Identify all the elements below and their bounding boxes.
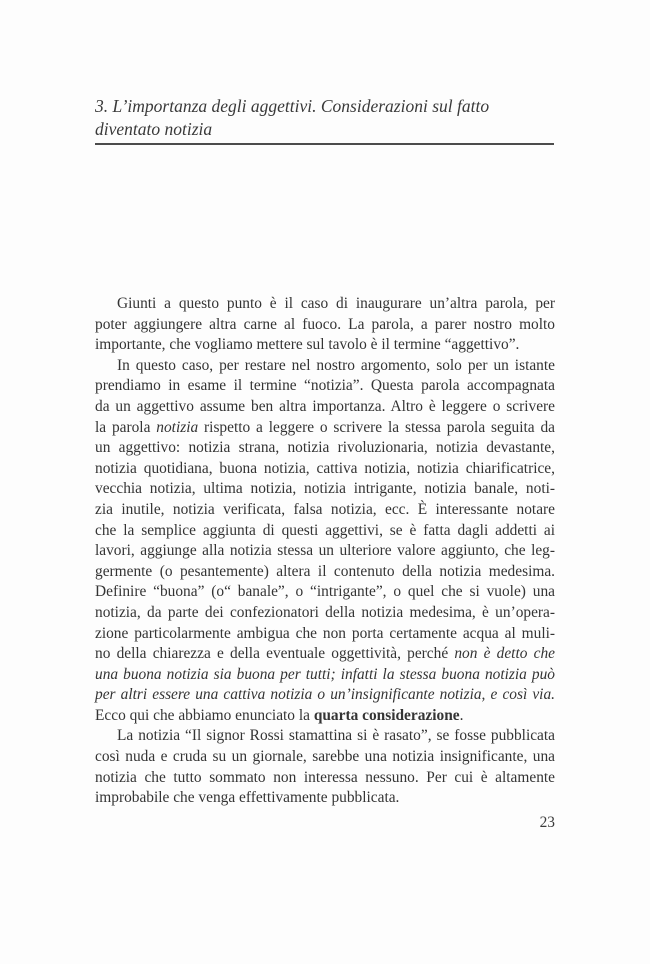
heading-rule (95, 143, 554, 145)
text-line: In questo caso, per restare nel nostro argomento, solo per un istante (117, 356, 555, 374)
text-line: da un aggettivo assume ben altra importanza. Altro è leggere o scrivere (95, 397, 555, 415)
text-line: notizia quotidiana, buona notizia, cattiva notizia, notizia chiarificatrice, (95, 459, 555, 477)
text-line: improbabile che venga effettivamente pubblicata. (95, 789, 400, 807)
text-line: Ecco qui che abbiamo enunciato la quarta considerazione. (95, 706, 464, 724)
text-line: germente (o pesantemente) altera il contenuto della notizia medesima. (95, 562, 555, 580)
section-heading (95, 95, 557, 141)
text-line: prendiamo in esame il termine “notizia”. Questa parola accompagnata (95, 377, 555, 395)
section-heading-line-1: 3. L’importanza degli aggettivi. Considerazioni sul fatto (95, 96, 490, 116)
text-line: notizia che tutto sommato non interessa nessuno. Per cui è altamente (95, 768, 555, 786)
text-line: notizia, da parte dei confezionatori della notizia medesima, è un’opera- (95, 603, 555, 621)
text-line: così nuda e cruda su un giornale, sarebbe una notizia insignificante, una (95, 748, 555, 766)
text-line: lavori, aggiunge alla notizia stessa un ulteriore valore aggiunto, che leg- (95, 542, 555, 560)
text-line: la parola notizia rispetto a leggere o scrivere la stessa parola seguita da (95, 418, 555, 436)
text-body (95, 294, 555, 809)
text-line: no della chiarezza e della eventuale oggettività, perché non è detto che (95, 645, 555, 663)
text-line: vecchia notizia, ultima notizia, notizia intrigante, notizia banale, noti- (95, 480, 555, 498)
text-line: un aggettivo: notizia strana, notizia rivoluzionaria, notizia devastante, (95, 439, 555, 457)
text-line: per altri essere una cattiva notizia o un’insignificante notizia, e così via. (95, 686, 555, 704)
text-line: importante, che vogliamo mettere sul tavolo è il termine “aggettivo”. (95, 336, 520, 354)
text-line: poter aggiungere altra carne al fuoco. La parola, a parer nostro molto (95, 315, 555, 333)
section-heading-line-2: diventato notizia (95, 119, 213, 139)
text-line: zione particolarmente ambigua che non porta certamente acqua al muli- (95, 624, 555, 642)
text-line: una buona notizia sia buona per tutti; infatti la stessa buona notizia può (95, 665, 555, 683)
text-line: Giunti a questo punto è il caso di inaugurare un’altra parola, per (117, 295, 555, 312)
page-number: 23 (539, 814, 555, 831)
text-line: Definire “buona” (o“ banale”, o “intrigante”, o quel che si vuole) una (95, 583, 555, 601)
text-line: zia inutile, notizia verificata, falsa notizia, ecc. È interessante notare (95, 500, 555, 518)
text-line: La notizia “Il signor Rossi stamattina si è rasato”, se fosse pubblicata (117, 727, 555, 745)
text-line: che la semplice aggiunta di questi aggettivi, se è fatta dagli addetti ai (95, 521, 555, 539)
